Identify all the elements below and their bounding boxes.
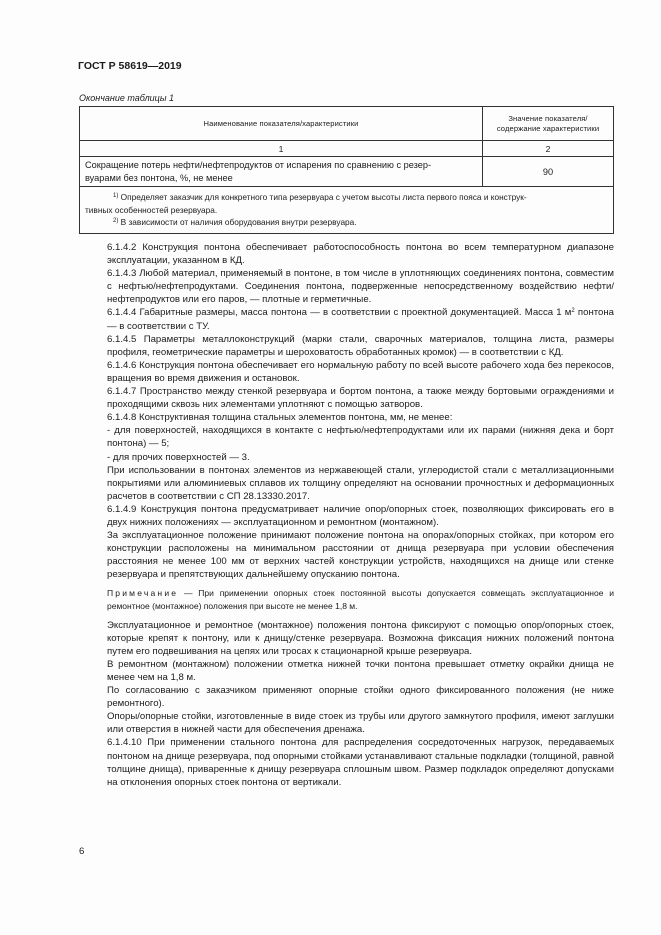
paragraph-6-1-4-4: [79, 306, 614, 332]
paragraph-6-1-4-7: 6.1.4.7 Пространство между стенкой резервуара и бортом понтона, а также между бортовыми ограждениями и проходящими сквозь них элементами уплотняют с помощью затворов.: [107, 386, 614, 411]
footnote-2: [85, 216, 608, 228]
paragraph-6-1-4-9: 6.1.4.9 Конструкция понтона предусматривает наличие опор/опорных стоек, позволяющих фиксировать его в двух нижних положениях — эксплуатационном и ремонтном (монтажном).: [107, 503, 614, 528]
paragraph-6-1-4-3: 6.1.4.3 Любой материал, применяемый в понтоне, в том числе в уплотняющих соединениях понтона, совместим с нефтью/нефтепродуктами. Соединения понтона, подверженные непосредственному воздействию нефти/нефтепродуктов или его паров, — плотные и герметичные.: [107, 268, 614, 306]
table-caption: Окончание таблицы 1: [79, 93, 174, 103]
paragraph-6-1-4-10: 6.1.4.10 При применении стального понтона для распределения сосредоточенных нагрузок, передаваемых понтоном на днище резервуара, под опорными стойками устанавливают стальные подкладки (толщиной, равной толщине днища), приваренные к днищу резервуара сплошным швом. Размер подкладок определяют допусками на отклонения опорных стоек понтона от вертикали.: [107, 737, 614, 788]
column-number-1: 1: [80, 141, 483, 157]
footnote-1-cont: тивных особенностей резервуара.: [85, 204, 218, 215]
table-row: [80, 157, 614, 187]
paragraph-6-1-4-8: 6.1.4.8 Конструктивная толщина стальных элементов понтона, мм, не менее:: [107, 412, 453, 424]
square-meter-superscript: 2: [571, 308, 575, 315]
paragraph-6-1-4-6: 6.1.4.6 Конструкция понтона обеспечивает его нормальную работу по всей высоте рабочего хода без перекосов, вращения во время движения и остановок.: [107, 359, 614, 384]
indicators-table: [79, 106, 614, 234]
paragraph-fixing-positions: Эксплуатационное и ремонтное (монтажное) положения понтона фиксируют с помощью опор/опорных стоек, которые крепят к понтону, или к днищу/стенке резервуара. Возможна фиксация нижних положений понтона путем его подвешивания на цепях или тросах к стационарной крыше резервуара.: [107, 619, 614, 657]
column-number-2: 2: [483, 141, 614, 157]
table-footnotes-row: [80, 187, 614, 234]
column-header-value-line2: содержание характеристики: [496, 123, 600, 133]
footnote-2-text: В зависимости от наличия оборудования внутри резервуара.: [120, 217, 357, 228]
list-item-contact-surfaces: - для поверхностей, находящихся в контакте с нефтью/нефтепродуктами или их парами (нижняя дека и борт понтона) — 5;: [107, 425, 614, 450]
note-text: — При применении опорных стоек постоянной высоты допускается совмещать эксплуатационное и ремонтное (монтажное) положения при высоте не менее 1,8 м.: [107, 588, 614, 612]
paragraph-6-1-4-4-part1: 6.1.4.4 Габаритные размеры, масса понтона — в соответствии с проектной документацией. Масса 1 м: [107, 307, 572, 319]
note: [79, 587, 614, 612]
indicator-line1: Сокращение потерь нефти/нефтепродуктов от испарения по сравнению с резер-: [85, 159, 432, 170]
standard-header: ГОСТ Р 58619—2019: [78, 60, 182, 72]
page-number: 6: [79, 846, 85, 857]
footnote-1-mark: 1): [113, 193, 119, 200]
table-cell-indicator: [80, 157, 483, 187]
indicator-line2: вуарами без понтона, %, не менее: [85, 172, 233, 183]
list-item-other-surfaces: - для прочих поверхностей — 3.: [107, 451, 250, 463]
table-number-row: [80, 141, 614, 157]
footnote-1-line1: Определяет заказчик для конкретного типа резервуара с учетом высоты листа первого пояса и конструк-: [120, 192, 527, 203]
paragraph-repair-position: В ремонтном (монтажном) положении отметка нижней точки понтона превышает отметку окрайки днища не менее чем на 1,8 м.: [107, 658, 614, 683]
column-header-name: Наименование показателя/характеристики: [80, 107, 483, 141]
paragraph-stainless-steel: При использовании в понтонах элементов из нержавеющей стали, углеродистой стали с металлизационными покрытиями или алюминиевых сплавов их толщину определяют на основании прочностных и деформационных расчетов в соответствии с СП 28.13330.2017.: [107, 464, 614, 502]
note-label: Примечание: [107, 588, 179, 599]
column-header-value-line1: Значение показателя/: [508, 113, 588, 123]
table-cell-value: 90: [483, 157, 614, 187]
paragraph-6-1-4-4-part2: понтона — в соответствии с ТУ.: [107, 307, 615, 332]
footnote-2-mark: 2): [113, 218, 119, 225]
table-header-row: [80, 107, 614, 141]
paragraph-6-1-4-5: 6.1.4.5 Параметры металлоконструкций (марки стали, сварочных материалов, толщина листа, размеры профиля, геометрические параметры и шероховатость обработанных кромок) — в соответствии с КД.: [107, 333, 614, 358]
column-header-value: [483, 107, 614, 141]
table-footnotes: [80, 187, 614, 234]
footnote-1: [85, 191, 608, 203]
document-body: [79, 241, 614, 789]
paragraph-pipe-supports: Опоры/опорные стойки, изготовленные в виде стоек из трубы или другого замкнутого профиля, имеют заглушки или отверстия в нижней части для обеспечения дренажа.: [107, 711, 614, 736]
paragraph-6-1-4-2: 6.1.4.2 Конструкция понтона обеспечивает работоспособность понтона во всем температурном диапазоне эксплуатации, указанном в КД.: [107, 242, 614, 267]
paragraph-operating-position: За эксплуатационное положение принимают положение понтона на опорах/опорных стойках, при котором его конструкции расположены на минимальном расстоянии от днища резервуара при условии обеспечения расстояния не менее 100 мм от верхних частей конструкции устройств, находящихся на днище или стенке резервуара и препятствующих дальнейшему опусканию понтона.: [107, 530, 614, 581]
paragraph-customer-agreement: По согласованию с заказчиком применяют опорные стойки одного фиксированного положения (не ниже ремонтного).: [107, 685, 614, 710]
